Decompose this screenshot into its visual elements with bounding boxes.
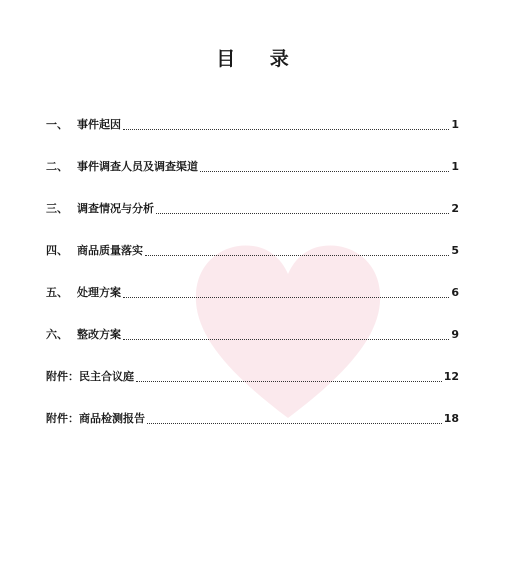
toc-entry-number: 三、 [46, 202, 68, 215]
toc-entry-label: 事件起因 [77, 118, 121, 131]
toc-dot-leader [156, 212, 449, 214]
toc-entry-page: 12 [443, 370, 459, 383]
toc-entry-label: 商品质量落实 [77, 244, 143, 257]
toc-entry-label: 调查情况与分析 [77, 202, 154, 215]
toc-entry-page: 2 [451, 202, 459, 215]
toc-entry-number: 六、 [46, 328, 68, 341]
toc-entry-page: 9 [451, 328, 459, 341]
toc-entry-appendix[interactable] [46, 398, 459, 440]
toc-entry[interactable] [46, 230, 459, 272]
toc-dot-leader [123, 296, 449, 298]
toc-entry[interactable] [46, 146, 459, 188]
toc-entry-page: 18 [443, 412, 459, 425]
toc-entry-label: 处理方案 [77, 286, 121, 299]
toc-title: 目 录 [216, 48, 303, 70]
toc-entry[interactable] [46, 104, 459, 146]
toc-entry-label: 附件：民主合议庭 [46, 370, 134, 383]
toc-entry-label: 附件：商品检测报告 [46, 412, 145, 425]
toc-entry-label: 整改方案 [77, 328, 121, 341]
toc-entry-number: 四、 [46, 244, 68, 257]
table-of-contents [46, 104, 459, 440]
toc-entry-number: 一、 [46, 118, 68, 131]
toc-entry-number: 二、 [46, 160, 68, 173]
toc-dot-leader [123, 128, 449, 130]
toc-dot-leader [136, 380, 442, 382]
toc-dot-leader [123, 338, 449, 340]
toc-dot-leader [145, 254, 449, 256]
toc-entry-label: 事件调查人员及调查渠道 [77, 160, 198, 173]
toc-dot-leader [200, 170, 449, 172]
toc-entry[interactable] [46, 272, 459, 314]
toc-entry[interactable] [46, 188, 459, 230]
toc-entry-appendix[interactable] [46, 356, 459, 398]
toc-entry[interactable] [46, 314, 459, 356]
toc-entry-number: 五、 [46, 286, 68, 299]
toc-dot-leader [147, 422, 442, 424]
toc-entry-page: 1 [451, 160, 459, 173]
toc-entry-page: 6 [451, 286, 459, 299]
toc-entry-page: 1 [451, 118, 459, 131]
toc-entry-page: 5 [451, 244, 459, 257]
